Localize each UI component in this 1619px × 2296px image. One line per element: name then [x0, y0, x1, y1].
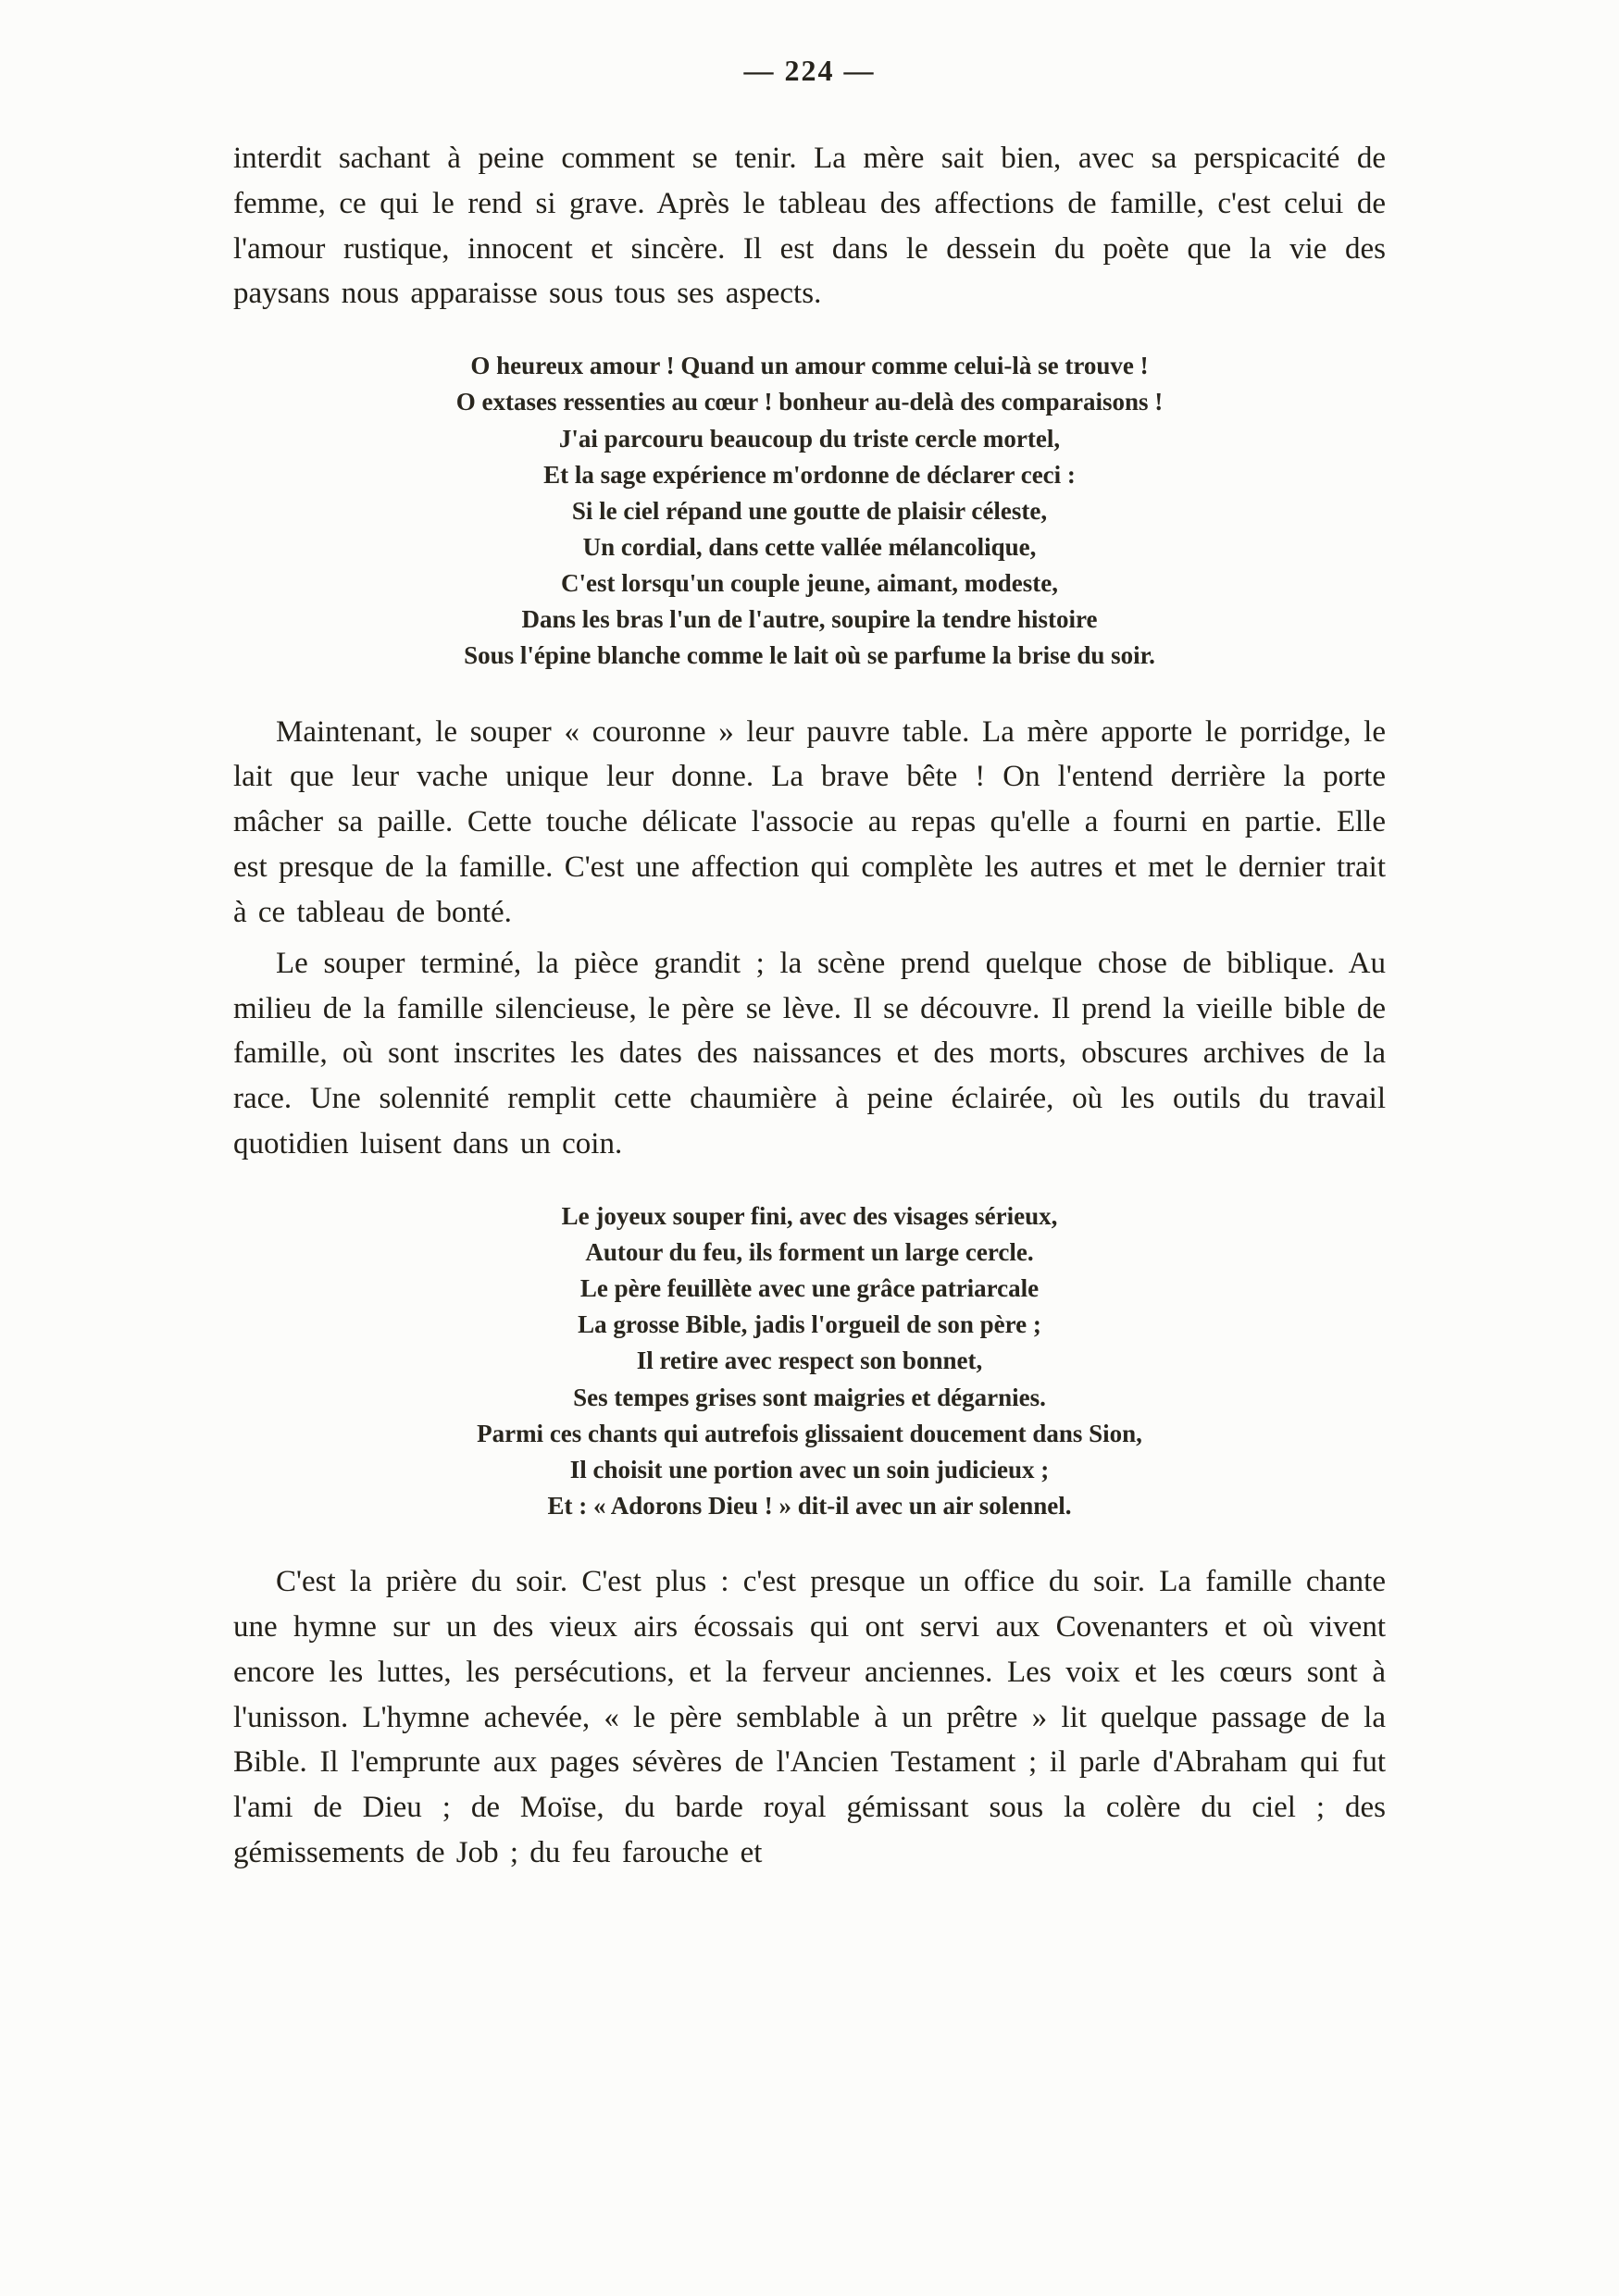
verse-line: Dans les bras l'un de l'autre, soupire la tendre histoire — [521, 605, 1098, 634]
verse-line: Et : « Adorons Dieu ! » dit-il avec un air solennel. — [547, 1491, 1072, 1520]
verse-line: Le joyeux souper fini, avec des visages sérieux, — [561, 1201, 1058, 1230]
verse-line: La grosse Bible, jadis l'orgueil de son père ; — [578, 1310, 1041, 1339]
verse-line: Sous l'épine blanche comme le lait où se parfume la brise du soir. — [464, 641, 1155, 670]
poem-quote-first — [233, 348, 1386, 674]
verse-line: Il choisit une portion avec un soin judicieux ; — [569, 1455, 1050, 1483]
verse-line: Le père feuillète avec une grâce patriarcale — [579, 1274, 1040, 1303]
verse-line: Ses tempes grises sont maigries et dégarnies. — [573, 1383, 1046, 1411]
paragraph-souper: Maintenant, le souper « couronne » leur pauvre table. La mère apporte le porridge, le lait que leur vache unique leur donne. La brave bête ! On l'entend derrière la porte mâcher sa paille. Cette touche délicate l'associe au repas qu'elle a fourni en partie. Elle est presque de la famille. C'est une affection qui complète les autres et met le dernier trait à ce tableau de bonté. — [233, 714, 1386, 929]
verse-line: O extases ressenties au cœur ! bonheur au-delà des comparaisons ! — [455, 388, 1164, 416]
verse-line: Un cordial, dans cette vallée mélancolique, — [582, 533, 1037, 562]
verse-line: Il retire avec respect son bonnet, — [636, 1347, 983, 1375]
verse-line: O heureux amour ! Quand un amour comme celui-là se trouve ! — [470, 352, 1149, 380]
verse-line: C'est lorsqu'un couple jeune, aimant, modeste, — [560, 569, 1058, 598]
verse-line: Autour du feu, ils forment un large cercle. — [585, 1238, 1034, 1266]
page-text — [233, 136, 1386, 1876]
verse-line: Parmi ces chants qui autrefois glissaient doucement dans Sion, — [477, 1419, 1142, 1447]
poem-quote-second — [233, 1198, 1386, 1524]
verse-line: J'ai parcouru beaucoup du triste cercle mortel, — [558, 424, 1061, 453]
paragraph-continuation: interdit sachant à peine comment se tenir. La mère sait bien, avec sa perspicacité de femme, ce qui le rend si grave. Après le tableau des affections de famille, c'est celui de l'amour rustique, innocent et sincère. Il est dans le dessein du poète que la vie des paysans nous apparaisse sous tous ses aspects. — [233, 142, 1386, 311]
verse-line: Si le ciel répand une goutte de plaisir céleste, — [571, 496, 1048, 525]
paragraph-bible: Le souper terminé, la pièce grandit ; la scène prend quelque chose de biblique. Au milieu de la famille silencieuse, le père se lève. Il se découvre. Il prend la vieille bible de famille, où sont inscrites les dates des naissances et des morts, obscures archives de la race. Une solennité remplit cette chaumière à peine éclairée, où les outils du travail quotidien luisent dans un coin. — [233, 946, 1386, 1161]
page-number: — 224 — — [743, 54, 876, 87]
verse-line: Et la sage expérience m'ordonne de déclarer ceci : — [543, 460, 1076, 489]
paragraph-priere: C'est la prière du soir. C'est plus : c'est presque un office du soir. La famille chante une hymne sur un des vieux airs écossais qui ont servi aux Covenanters et où vivent encore les luttes, les persécutions, et la ferveur anciennes. Les voix et les cœurs sont à l'unisson. L'hymne achevée, « le père semblable à un prêtre » lit quelque passage de la Bible. Il l'emprunte aux pages sévères de l'Ancien Testament ; il parle d'Abraham qui fut l'ami de Dieu ; de Moïse, du barde royal gémissant sous la colère du ciel ; des gémissements de Job ; du feu farouche et — [233, 1565, 1386, 1870]
